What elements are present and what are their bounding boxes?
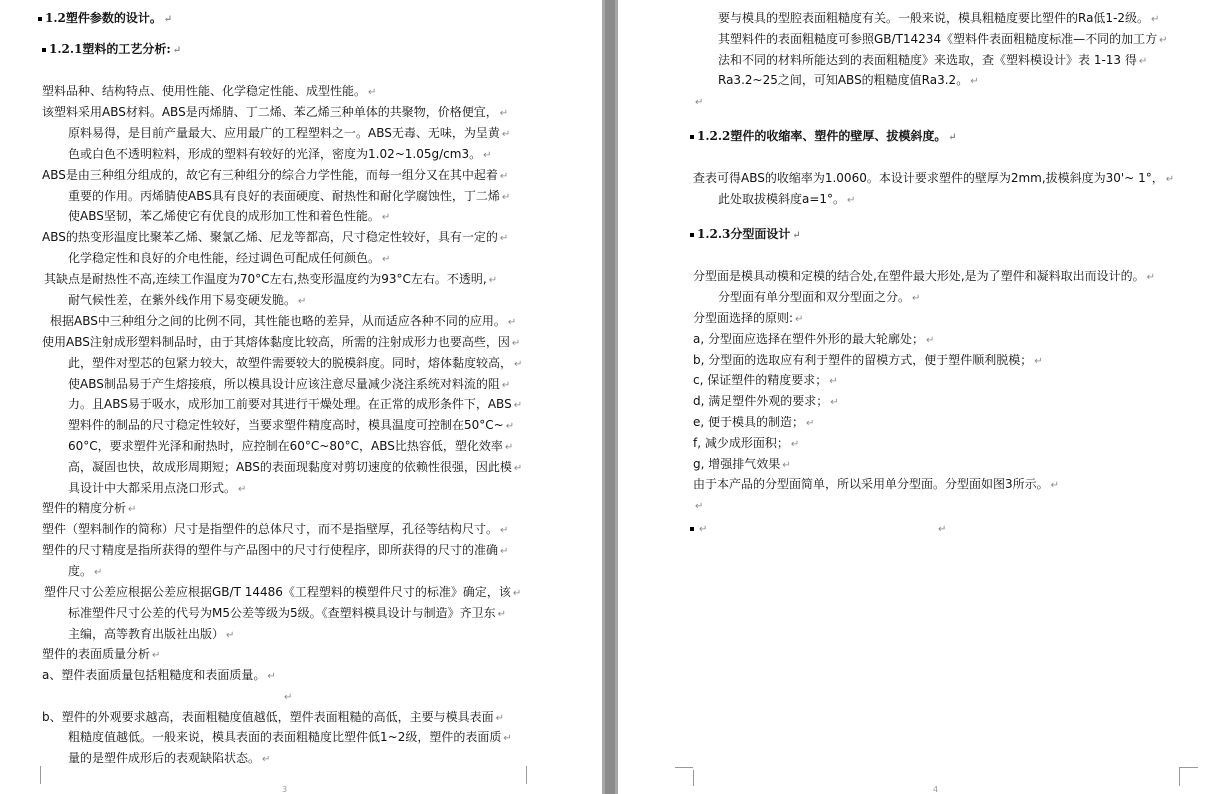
paragraph-mark-icon: ↵	[970, 76, 979, 87]
paragraph-mark-icon: ↵	[382, 254, 391, 265]
line-text: 此，塑件对型芯的包紧力较大，故塑件需要较大的脱模斜度。同时，熔体黏度较高，	[68, 356, 513, 370]
paragraph-line	[693, 93, 703, 111]
paragraph-mark-icon: ↵	[128, 504, 137, 515]
paragraph-bullet-icon	[690, 527, 694, 531]
paragraph-line	[718, 52, 1147, 70]
paragraph-mark-icon: ↵	[501, 380, 511, 391]
paragraph-line	[693, 497, 703, 515]
paragraph-mark-icon: ↵	[695, 501, 704, 512]
line-text: a, 分型面应选择在塑件外形的最大轮廓处；	[693, 332, 924, 346]
line-text: 根据ABS中三种组分之间的比例不同，其性能也略的差异，从而适应各种不同的应用。	[50, 314, 506, 328]
paragraph-line	[693, 393, 839, 411]
paragraph-line	[68, 605, 506, 623]
paragraph-mark-icon: ↵	[829, 376, 838, 387]
line-text: 高，凝固也快，故成形周期短；ABS的表面现黏度对剪切速度的依赖性很强，因此模	[68, 460, 512, 474]
line-text: 分型面是模具动模和定模的结合处,在塑件最大形处,是为了塑件和凝料取出而设计的。	[693, 269, 1145, 283]
paragraph-mark-icon: ↵	[948, 132, 957, 143]
paragraph-mark-icon: ↵	[267, 671, 276, 682]
line-text: 重要的作用。丙烯腈使ABS具有良好的表面硬度、耐热性和耐化学腐蚀性，丁二烯	[68, 189, 500, 203]
line-text: 1.2.2塑件的收缩率、塑件的壁厚、拔模斜度。	[697, 129, 947, 143]
paragraph-line	[718, 10, 1159, 28]
paragraph-mark-icon: ↵	[163, 14, 173, 25]
line-text: b, 分型面的选取应有利于塑件的留模方式，便于塑件顺利脱模；	[693, 353, 1033, 367]
line-text: d, 满足塑件外观的要求；	[693, 394, 829, 408]
line-text: ABS的热变形温度比聚苯乙烯、聚氯乙烯、尼龙等都高，尺寸稳定性较好，具有一定的	[42, 230, 498, 244]
line-text: 1.2塑件参数的设计。	[45, 11, 162, 25]
paragraph-mark-icon: ↵	[1138, 56, 1148, 67]
paragraph-mark-icon: ↵	[699, 524, 708, 535]
line-text: g, 增强排气效果	[693, 457, 781, 471]
paragraph-line	[68, 459, 522, 477]
paragraph-mark-icon: ↵	[262, 754, 271, 765]
paragraph-mark-icon: ↵	[488, 275, 498, 286]
document-page-left	[0, 0, 602, 794]
line-text: 塑件的精度分析	[42, 501, 127, 515]
line-text: 原料易得，是目前产量最大、应用最广的工程塑料之一。ABS无毒、无味，为呈黄	[68, 126, 500, 140]
line-text: 塑件尺寸公差应根据公差应根据GB/T 14486《工程塑料的模塑件尺寸的标准》确定，该	[44, 585, 511, 599]
paragraph-line	[68, 438, 513, 456]
page-number: 3	[282, 785, 288, 794]
paragraph-line	[68, 417, 514, 435]
paragraph-line	[42, 334, 520, 352]
line-text: c, 保证塑件的精度要求；	[693, 373, 828, 387]
line-text: 其塑料件的表面粗糙度可参照GB/T14234《塑料件表面粗糙度标准—不同的加工方	[718, 32, 1158, 46]
paragraph-line	[50, 313, 516, 331]
paragraph-mark-icon: ↵	[1151, 14, 1160, 25]
paragraph-line	[68, 626, 234, 644]
line-text: 塑料品种、结构特点、使用性能、化学稳定性能、成型性能。	[42, 84, 367, 98]
paragraph-mark-icon: ↵	[695, 97, 704, 108]
margin-corner-mark	[40, 766, 59, 784]
paragraph-line	[42, 104, 508, 122]
paragraph-mark-icon: ↵	[497, 609, 507, 620]
paragraph-line	[42, 167, 508, 185]
line-text: 塑料件的制品的尺寸稳定性较好，当要求塑件精度高时，模具温度可控制在50°C~	[68, 418, 504, 432]
paragraph-mark-icon: ↵	[500, 525, 509, 536]
page-gutter	[602, 0, 618, 794]
line-text: 度。	[68, 564, 93, 578]
paragraph-line	[693, 456, 791, 474]
line-text: 要与模具的型腔表面粗糙度有关。一般来说，模具粗糙度要比塑件的Ra低1-2级。	[718, 11, 1150, 25]
line-text: 使用ABS注射成形塑料制品时，由于其熔体黏度比较高，所需的注射成形力也要高些，因	[42, 335, 510, 349]
paragraph-line	[693, 435, 799, 453]
paragraph-line	[42, 521, 508, 539]
paragraph-mark-icon: ↵	[226, 630, 235, 641]
line-text: 法和不同的材料所能达到的表面粗糙度》来选取，查《塑料模设计》表 1-13 得	[718, 53, 1137, 67]
paragraph-line	[42, 667, 276, 685]
paragraph-line	[936, 520, 946, 538]
paragraph-line	[718, 72, 979, 90]
paragraph-line	[693, 414, 814, 432]
paragraph-mark-icon: ↵	[512, 588, 522, 599]
paragraph-line	[693, 268, 1155, 286]
paragraph-bullet-icon	[38, 17, 42, 21]
paragraph-mark-icon: ↵	[847, 195, 856, 206]
paragraph-line	[690, 520, 707, 538]
paragraph-mark-icon: ↵	[1050, 480, 1060, 491]
paragraph-mark-icon: ↵	[806, 418, 815, 429]
paragraph-line	[42, 83, 376, 101]
paragraph-mark-icon: ↵	[938, 524, 947, 535]
paragraph-mark-icon: ↵	[912, 293, 921, 304]
line-text: 1.2.3分型面设计	[697, 227, 791, 241]
paragraph-mark-icon: ↵	[503, 733, 512, 744]
paragraph-line	[42, 542, 508, 560]
line-text: 查表可得ABS的收缩率为1.0060。本设计要求塑件的壁厚为2mm,拔模斜度为30'~ 1°，	[693, 171, 1164, 185]
paragraph-bullet-icon	[690, 135, 694, 139]
paragraph-line	[68, 146, 491, 164]
paragraph-mark-icon: ↵	[381, 212, 391, 223]
line-text: 使ABS坚韧，苯乙烯使它有优良的成形加工性和着色性能。	[68, 209, 380, 223]
paragraph-mark-icon: ↵	[504, 442, 514, 453]
line-text: a、塑件表面质量包括粗糙度和表面质量。	[42, 668, 266, 682]
paragraph-line	[68, 292, 306, 310]
paragraph-line	[42, 229, 508, 247]
paragraph-line	[68, 125, 510, 143]
paragraph-mark-icon: ↵	[238, 484, 247, 495]
margin-corner-mark	[1179, 767, 1198, 786]
line-text: ABS是由三种组分组成的，故它有三种组分的综合力学性能，而每一组分又在其中起着	[42, 168, 498, 182]
section-heading	[38, 10, 172, 28]
line-text: 力。且ABS易于吸水，成形加工前要对其进行干燥处理。在正常的成形条件下，ABS	[68, 397, 512, 411]
paragraph-mark-icon: ↵	[152, 650, 161, 661]
paragraph-mark-icon: ↵	[790, 439, 800, 450]
paragraph-line	[68, 188, 510, 206]
section-heading	[690, 128, 957, 146]
paragraph-mark-icon: ↵	[284, 692, 293, 703]
paragraph-line	[68, 729, 512, 747]
line-text: f, 减少成形面积；	[693, 436, 789, 450]
paragraph-mark-icon: ↵	[298, 296, 307, 307]
line-text: 分型面有单分型面和双分型面之分。	[718, 290, 911, 304]
paragraph-mark-icon: ↵	[172, 45, 182, 56]
paragraph-mark-icon: ↵	[1159, 35, 1168, 46]
line-text: 其缺点是耐热性不高,连续工作温度为70°C左右,热变形温度约为93°C左右。不透明,	[44, 272, 487, 286]
paragraph-mark-icon: ↵	[499, 233, 509, 244]
paragraph-line	[68, 208, 390, 226]
paragraph-line	[718, 31, 1167, 49]
paragraph-mark-icon: ↵	[514, 359, 523, 370]
paragraph-line	[693, 310, 803, 328]
paragraph-line	[68, 480, 246, 498]
paragraph-bullet-icon	[690, 233, 694, 237]
paragraph-line	[693, 476, 1059, 494]
line-text: 该塑料采用ABS材料。ABS是丙烯腈、丁二烯、苯乙烯三种单体的共聚物，价格便宜，	[42, 105, 498, 119]
paragraph-mark-icon: ↵	[501, 129, 511, 140]
paragraph-line	[693, 372, 838, 390]
paragraph-mark-icon: ↵	[1165, 174, 1175, 185]
paragraph-mark-icon: ↵	[499, 108, 509, 119]
line-text: 60°C，要求塑件光泽和耐热时，应控制在60°C~80°C，ABS比热容低，塑化效率	[68, 439, 503, 453]
paragraph-mark-icon: ↵	[792, 230, 801, 241]
margin-corner-mark	[675, 770, 694, 786]
line-text: 具设计中大都采用点浇口形式。	[68, 481, 237, 495]
section-heading	[42, 41, 181, 59]
line-text: 塑件的表面质量分析	[42, 647, 151, 661]
paragraph-line	[693, 331, 934, 349]
paragraph-line	[42, 646, 160, 664]
line-text: 使ABS制品易于产生熔接痕，所以模具设计应该注意尽量减少浇注系统对料流的阻	[68, 377, 500, 391]
paragraph-line	[68, 376, 510, 394]
line-text: 量的是塑件成形后的表观缺陷状态。	[68, 751, 261, 765]
paragraph-line	[718, 191, 855, 209]
paragraph-mark-icon: ↵	[1146, 272, 1156, 283]
paragraph-mark-icon: ↵	[782, 460, 791, 471]
paragraph-bullet-icon	[42, 48, 46, 52]
document-page-right	[618, 0, 1215, 794]
line-text: 由于本产品的分型面简单，所以采用单分型面。分型面如图3所示。	[693, 477, 1049, 491]
paragraph-mark-icon: ↵	[499, 171, 509, 182]
paragraph-line	[282, 688, 292, 706]
paragraph-mark-icon: ↵	[830, 397, 839, 408]
paragraph-line	[68, 563, 102, 581]
line-text: 粗糙度值越低。一般来说，模具表面的表面粗糙度比塑件低1~2级，塑件的表面质	[68, 730, 502, 744]
paragraph-mark-icon: ↵	[94, 567, 103, 578]
line-text: 主编，高等教育出版社出版）	[68, 627, 225, 641]
paragraph-line	[693, 352, 1043, 370]
paragraph-line	[68, 750, 270, 768]
paragraph-line	[42, 500, 136, 518]
paragraph-mark-icon: ↵	[1034, 356, 1043, 367]
paragraph-mark-icon: ↵	[505, 421, 515, 432]
line-text: 此处取拔模斜度a=1°。	[718, 192, 846, 206]
paragraph-mark-icon: ↵	[513, 400, 523, 411]
line-text: 标准塑件尺寸公差的代号为M5公差等级为5级。《查塑料模具设计与制造》齐卫东	[68, 606, 496, 620]
line-text: 色或白色不透明粒料，形成的塑料有较好的光泽，密度为1.02~1.05g/cm3。	[68, 147, 482, 161]
paragraph-line	[44, 271, 497, 289]
paragraph-mark-icon: ↵	[500, 546, 509, 557]
paragraph-line	[68, 355, 522, 373]
line-text: 塑件（塑料制作的简称）尺寸是指塑件的总体尺寸，而不是指壁厚，孔径等结构尺寸。	[42, 522, 499, 536]
paragraph-mark-icon: ↵	[368, 87, 377, 98]
line-text: b、塑件的外观要求越高，表面粗糙度值越低，塑件表面粗糙的高低，主要与模具表面	[42, 710, 494, 724]
paragraph-line	[718, 289, 920, 307]
line-text: 塑件的尺寸精度是指所获得的塑件与产品图中的尺寸行使程序，即所获得的尺寸的准确	[42, 543, 499, 557]
paragraph-line	[693, 170, 1174, 188]
paragraph-mark-icon: ↵	[511, 338, 521, 349]
line-text: 化学稳定性和良好的介电性能，经过调色可配成任何颜色。	[68, 251, 381, 265]
paragraph-mark-icon: ↵	[795, 314, 804, 325]
paragraph-mark-icon: ↵	[513, 463, 523, 474]
paragraph-mark-icon: ↵	[501, 192, 511, 203]
line-text: 耐气候性差，在紫外线作用下易变硬发脆。	[68, 293, 297, 307]
paragraph-line	[44, 584, 521, 602]
page-number: 4	[933, 785, 939, 794]
paragraph-mark-icon: ↵	[507, 317, 517, 328]
paragraph-line	[68, 396, 522, 414]
line-text: Ra3.2~25之间，可知ABS的粗糙度值Ra3.2。	[718, 73, 969, 87]
paragraph-mark-icon: ↵	[483, 150, 492, 161]
paragraph-line	[42, 709, 504, 727]
line-text: e, 便于模具的制造；	[693, 415, 805, 429]
paragraph-mark-icon: ↵	[495, 713, 505, 724]
line-text: 1.2.1塑料的工艺分析:	[49, 42, 171, 56]
paragraph-line	[68, 250, 390, 268]
margin-corner-mark	[526, 766, 545, 784]
section-heading	[690, 226, 801, 244]
paragraph-mark-icon: ↵	[925, 335, 935, 346]
line-text: 分型面选择的原则:	[693, 311, 794, 325]
